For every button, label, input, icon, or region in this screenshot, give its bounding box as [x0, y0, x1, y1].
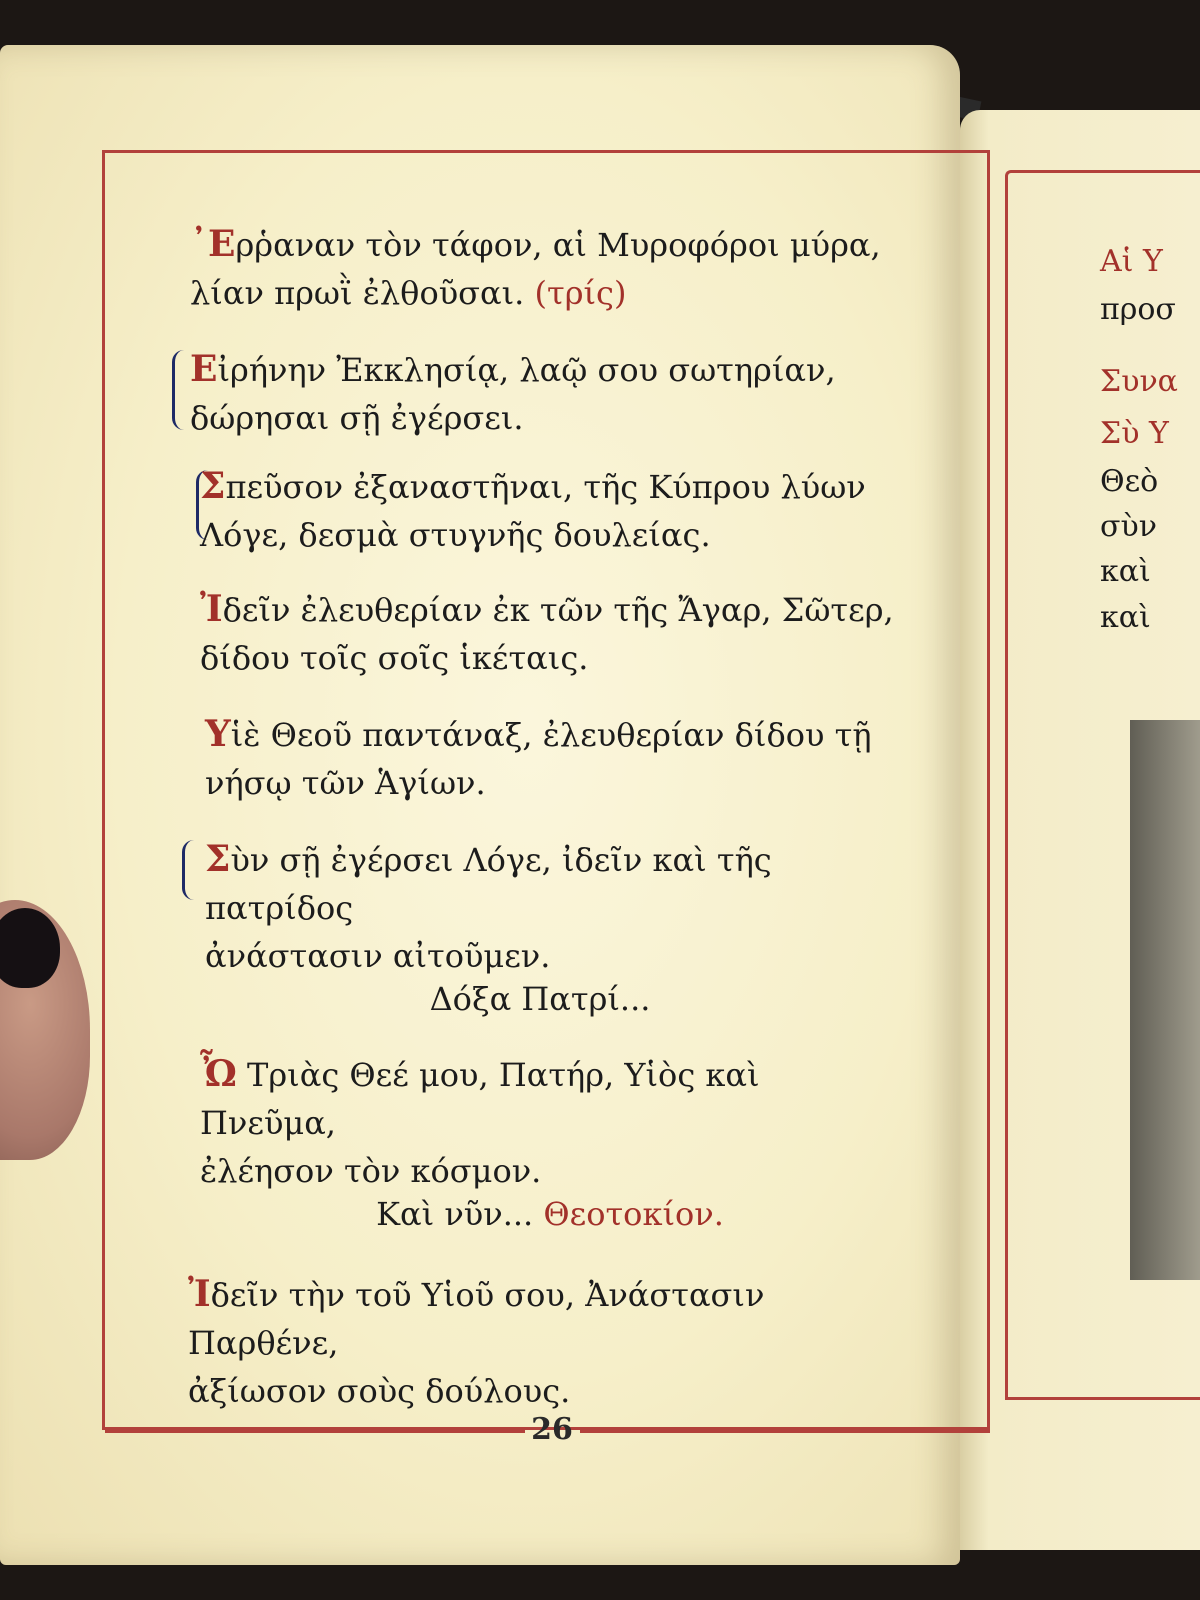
pen-bracket-mark	[172, 350, 185, 430]
final-stanza	[188, 1270, 888, 1415]
trinity-stanza	[200, 1050, 900, 1195]
drop-initial: ᾿Ε	[190, 223, 236, 265]
right-page-fragment: Θεὸ	[1100, 464, 1159, 499]
stanza-text: δίδου τοῖς σοῖς ἱκέταις.	[200, 639, 589, 677]
pen-bracket-mark	[182, 840, 195, 900]
page-number: 26	[531, 1412, 573, 1447]
drop-initial: Ἰ	[200, 588, 223, 630]
stanza-text: νήσῳ τῶν Ἁγίων.	[205, 764, 486, 802]
page-number-rule-right	[580, 1430, 990, 1433]
stanza-4	[200, 585, 900, 682]
stanza-text: ἀνάστασιν αἰτοῦμεν.	[205, 937, 551, 975]
stanza-text: δεῖν τὴν τοῦ Υἱοῦ σου, Ἀνάστασιν Παρθένε,	[188, 1276, 765, 1362]
kai-nyn-text: Καὶ νῦν...	[376, 1195, 534, 1233]
drop-initial: Υ	[205, 713, 231, 755]
rubric-tris: (τρίς)	[534, 274, 627, 312]
stanza-text: Λόγε, δεσμὰ στυγνῆς δουλείας.	[200, 516, 711, 554]
stanza-2	[190, 345, 890, 442]
stanza-text: ἰρήνην Ἐκκλησίᾳ, λαῷ σου σωτηρίαν,	[217, 351, 836, 389]
doxa-heading	[190, 975, 890, 1023]
stanza-text: ρῥαναν τὸν τάφον, αἱ Μυροφόροι μύρα,	[235, 226, 881, 264]
right-page-fragment: Συνα	[1100, 364, 1178, 399]
kai-nyn-heading	[200, 1190, 900, 1238]
page-number-rule-left	[105, 1430, 525, 1433]
drop-initial: Ὦ	[200, 1053, 237, 1095]
right-page-fragment: Σὺ Υ	[1100, 416, 1169, 451]
drop-initial: Σ	[200, 465, 226, 507]
stanza-1	[190, 220, 890, 317]
right-page-fragment: καὶ	[1100, 554, 1151, 589]
theotokion-rubric: Θεοτοκίον.	[543, 1195, 724, 1233]
right-page-fragment: καὶ	[1100, 600, 1151, 635]
stanza-5	[205, 710, 905, 807]
drop-initial: Ἰ	[188, 1273, 211, 1315]
doxa-text: Δόξα Πατρί...	[429, 980, 651, 1018]
right-page-fragment: σὺν	[1100, 509, 1157, 544]
drop-initial: Σ	[205, 838, 231, 880]
stanza-text: δεῖν ἐλευθερίαν ἐκ τῶν τῆς Ἄγαρ, Σῶτερ,	[222, 591, 894, 629]
stanza-text: Τριὰς Θεέ μου, Πατήρ, Υἱὸς καὶ Πνεῦμα,	[200, 1056, 760, 1142]
stanza-text: ὺν σῇ ἐγέρσει Λόγε, ἰδεῖν καὶ τῆς πατρίδος	[205, 841, 772, 927]
stanza-text: ἱὲ Θεοῦ παντάναξ, ἐλευθερίαν δίδου τῇ	[230, 716, 872, 754]
right-page-image	[1130, 720, 1200, 1280]
stanza-text: ἐλέησον τὸν κόσμον.	[200, 1152, 542, 1190]
stanza-6	[205, 835, 905, 980]
stanza-text: ἀξίωσον σοὺς δούλους.	[188, 1372, 571, 1410]
stanza-text: πεῦσον ἐξαναστῆναι, τῆς Κύπρου λύων	[225, 468, 866, 506]
drop-initial: Ε	[190, 348, 218, 390]
stanza-3	[200, 462, 900, 559]
right-page-fragment: προσ	[1100, 292, 1176, 327]
right-page-fragment: Αἱ Υ	[1100, 244, 1163, 279]
stanza-text: λίαν πρωῒ ἐλθοῦσαι.	[190, 274, 525, 312]
stanza-text: δώρησαι σῇ ἐγέρσει.	[190, 399, 524, 437]
